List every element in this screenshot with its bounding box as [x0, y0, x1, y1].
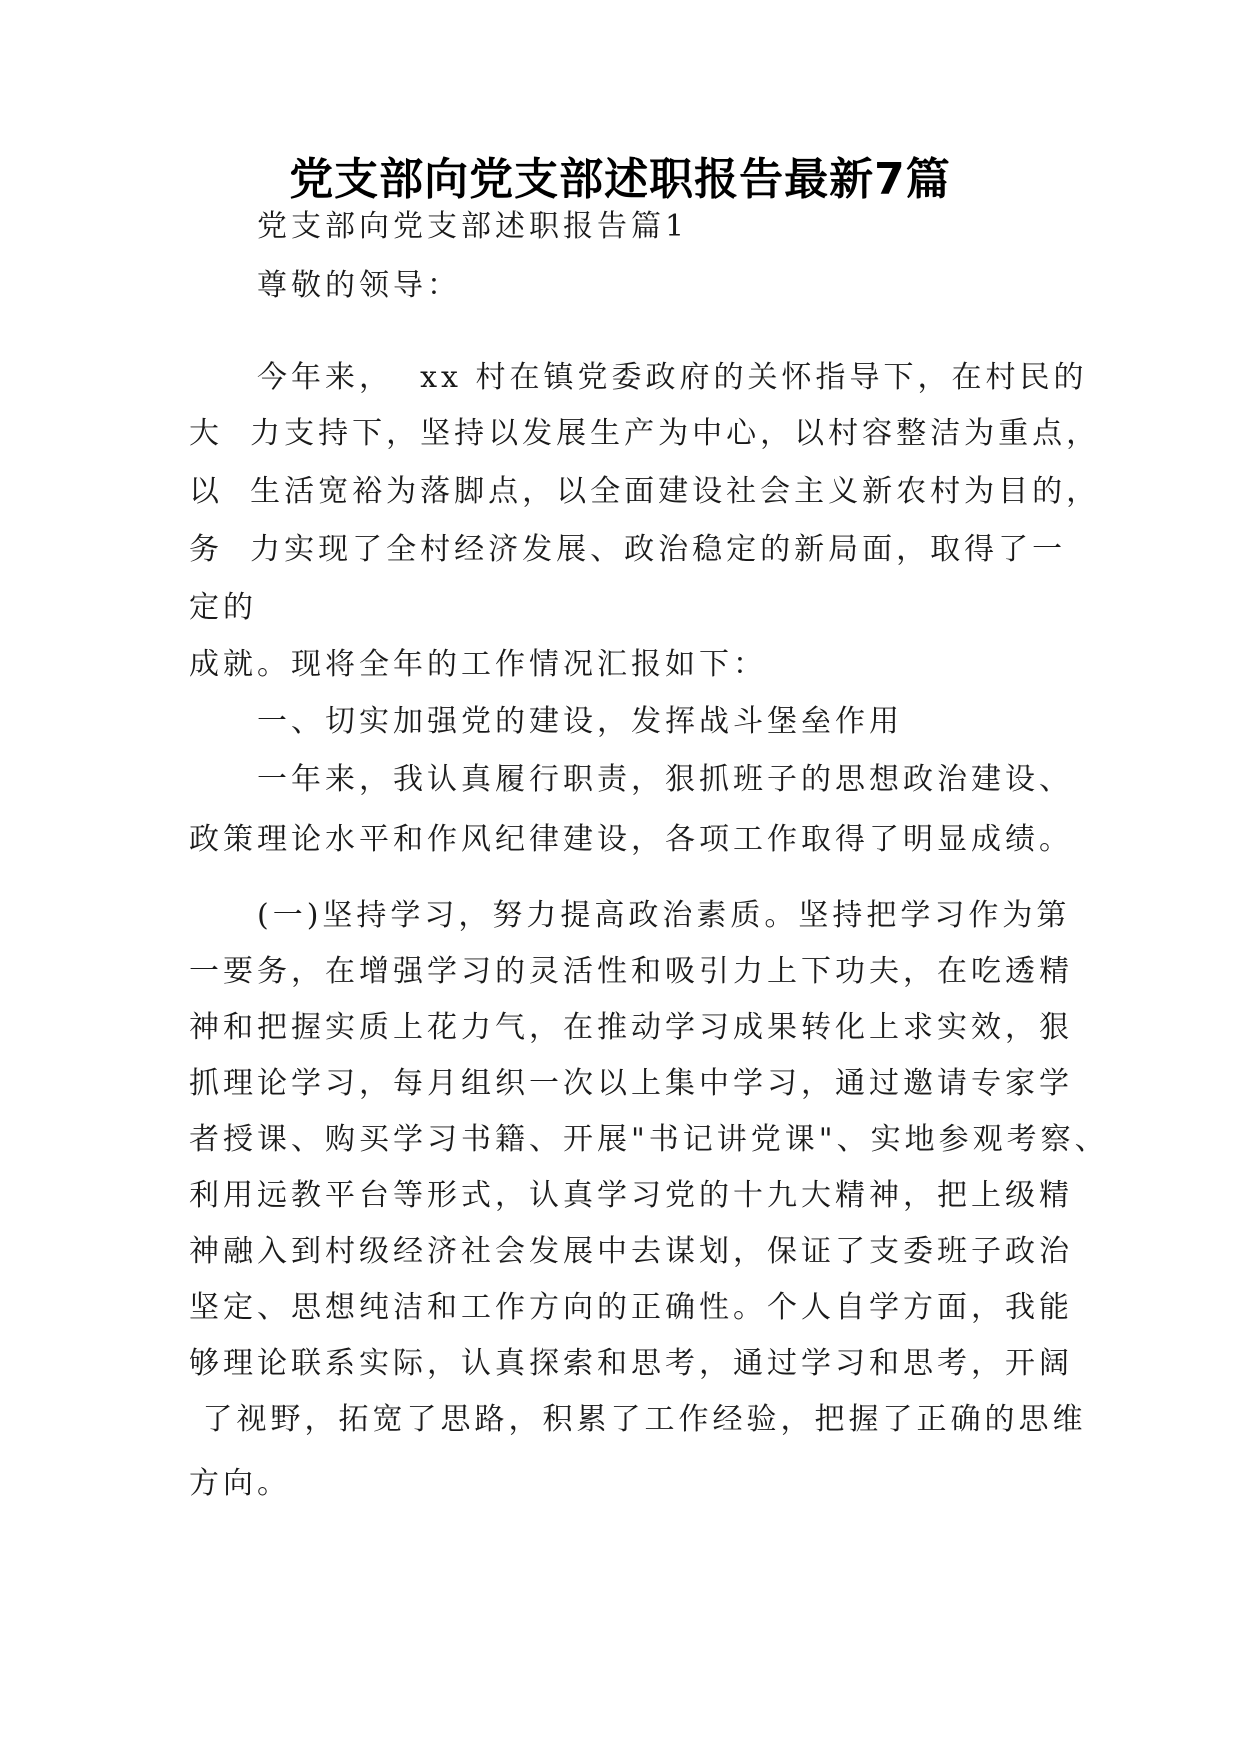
- intro-line: 今年来， xx 村在镇党委政府的关怀指导下，在村民的: [257, 360, 1088, 395]
- subsection-line: 方向。: [189, 1466, 291, 1501]
- section-line: 一年来，我认真履行职责，狠抓班子的思想政治建设、: [257, 762, 1073, 797]
- section-heading: 一、切实加强党的建设，发挥战斗堡垒作用: [257, 704, 903, 739]
- subsection-line: 一要务，在增强学习的灵活性和吸引力上下功夫，在吃透精: [189, 954, 1073, 989]
- subheading: 党支部向党支部述职报告篇1: [257, 209, 689, 244]
- subsection-line: 利用远教平台等形式，认真学习党的十九大精神，把上级精: [189, 1178, 1073, 1213]
- document-title: 党支部向党支部述职报告最新7篇: [289, 154, 951, 205]
- intro-line: 成就。现将全年的工作情况汇报如下：: [189, 647, 767, 682]
- intro-line: 以 生活宽裕为落脚点，以全面建设社会主义新农村为目的，: [189, 474, 1101, 509]
- subsection-line: 抓理论学习，每月组织一次以上集中学习，通过邀请专家学: [189, 1066, 1073, 1101]
- intro-line: 定的: [189, 590, 257, 625]
- subsection-line: 者授课、购买学习书籍、开展"书记讲党课"、实地参观考察、: [189, 1122, 1109, 1157]
- subsection-line: 神融入到村级经济社会发展中去谋划，保证了支委班子政治: [189, 1234, 1073, 1269]
- subsection-line: 了视野，拓宽了思路，积累了工作经验，把握了正确的思维: [189, 1402, 1087, 1437]
- subsection-line: 坚定、思想纯洁和工作方向的正确性。个人自学方面，我能: [189, 1290, 1073, 1325]
- subsection-line: (一)坚持学习，努力提高政治素质。坚持把学习作为第: [257, 898, 1071, 933]
- intro-line: 务 力实现了全村经济发展、政治稳定的新局面，取得了一: [189, 532, 1067, 567]
- subsection-line: 够理论联系实际，认真探索和思考，通过学习和思考，开阔: [189, 1346, 1073, 1381]
- salutation: 尊敬的领导：: [257, 268, 461, 303]
- intro-line: 大 力支持下，坚持以发展生产为中心，以村容整洁为重点，: [189, 416, 1101, 451]
- section-line: 政策理论水平和作风纪律建设，各项工作取得了明显成绩。: [189, 822, 1073, 857]
- subsection-line: 神和把握实质上花力气，在推动学习成果转化上求实效，狠: [189, 1010, 1073, 1045]
